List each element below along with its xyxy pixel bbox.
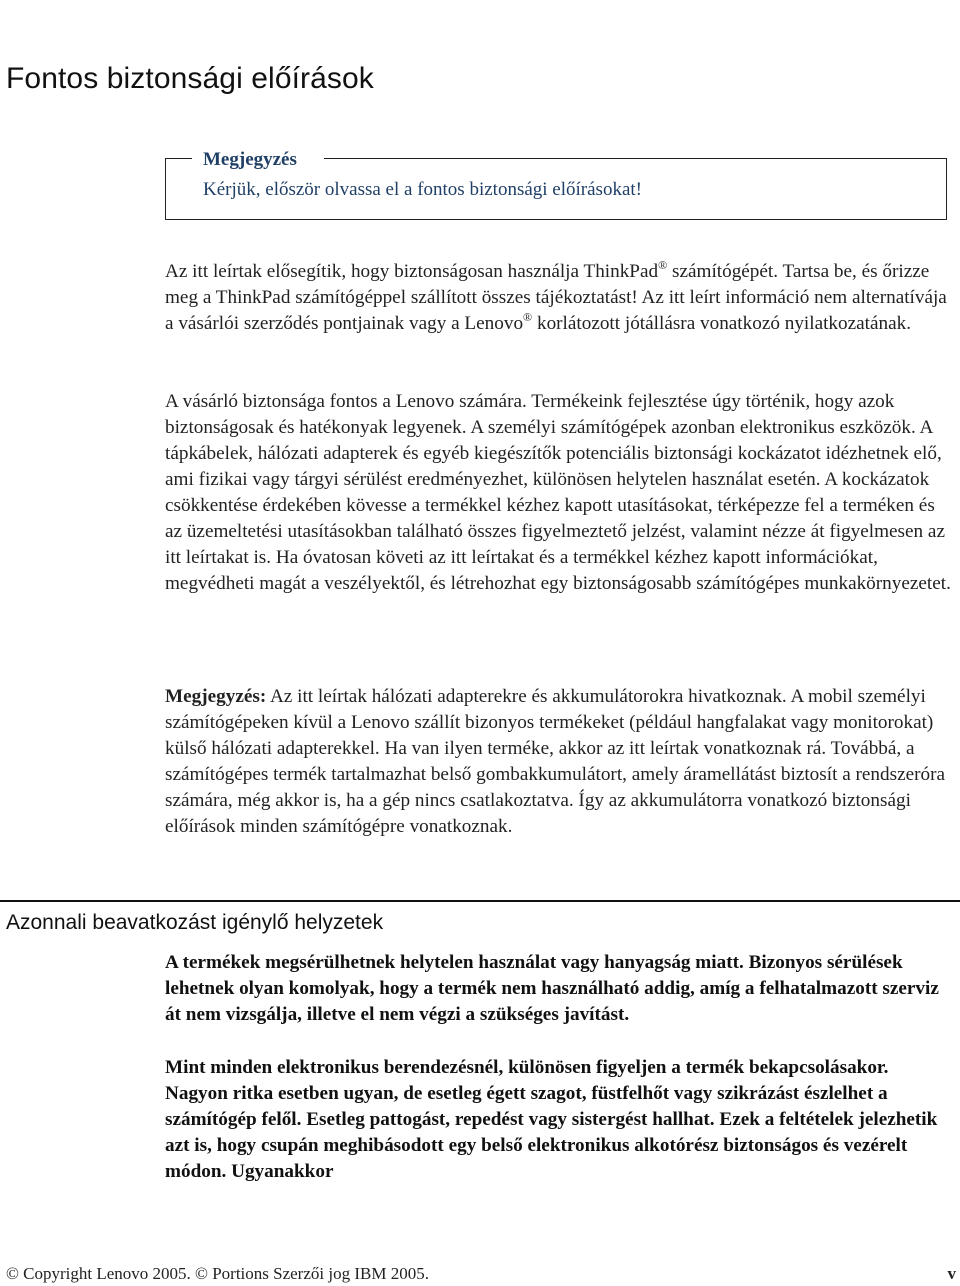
- note-paragraph-text: Az itt leírtak hálózati adapterekre és akkumulátorokra hivatkoznak. A mobil személyi számítógépeken kívül a Lenovo szállít bizonyos termékeket (például hangfalakat vagy monitorokat) külső hálózati adapterekkel. Ha van ilyen terméke, akkor az itt leírtak vonatkoznak rá. Továbbá, a számítógépes termék tartalmazhat belső gombakkumulátort, amely áramellátást biztosít a rendszeróra számára, még akkor is, ha a gép nincs csatlakoztatva. Így az akkumulátorra vonatkozó biztonsági előírások minden számítógépre vonatkoznak.: [165, 686, 945, 837]
- note-box-top-border-right: [324, 158, 946, 159]
- page-title: Fontos biztonsági előírások: [6, 62, 374, 95]
- note-box: [165, 149, 947, 220]
- intro-part3: korlátozott jótállásra vonatkozó nyilatkozatának.: [532, 313, 911, 334]
- safety-paragraph: A vásárló biztonsága fontos a Lenovo számára. Termékeink fejlesztése úgy történik, hogy azok biztonságosak és hatékonyak legyenek. A személyi számítógépek azonban elektronikus eszközök. A tápkábelek, hálózati adapterek és egyéb kiegészítők potenciális biztonsági kockázatot idézhetnek elő, ami fizikai vagy tárgyi sérülést eredményezhet, különösen helytelen használat esetén. A kockázatok csökkentése érdekében kövesse a termékkel kézhez kapott utasításokat, térképezze fel a terméken és az üzemeltetési utasításokban található összes figyelmeztető jelzést, valamint nézze át figyelmesen az itt leírtakat is. Ha óvatosan követi az itt leírtakat és a termékkel kézhez kapott információkat, megvédheti magát a veszélyektől, és létrehozhat egy biztonságosabb számítógépes munkakörnyezetet.: [165, 391, 951, 594]
- section-divider: [0, 900, 960, 902]
- registered-mark: ®: [658, 258, 668, 272]
- note-title: Megjegyzés: [203, 149, 297, 170]
- note-paragraph: [165, 684, 955, 840]
- page-number: v: [947, 1264, 956, 1283]
- intro-paragraph: [165, 259, 955, 337]
- note-text: Kérjük, először olvassa el a fontos biztonsági előírásokat!: [203, 179, 642, 200]
- section-title: Azonnali beavatkozást igénylő helyzetek: [6, 911, 384, 934]
- intro-part1: Az itt leírtak elősegítik, hogy biztonságosan használja ThinkPad: [165, 261, 659, 282]
- footer-copyright: © Copyright Lenovo 2005. © Portions Szerzői jog IBM 2005.: [6, 1264, 429, 1283]
- registered-mark: ®: [523, 310, 533, 324]
- note-paragraph-lead: Megjegyzés:: [165, 686, 267, 707]
- section-paragraph-2: Mint minden elektronikus berendezésnél, különösen figyeljen a termék bekapcsolásakor. Nagyon ritka esetben ugyan, de esetleg égett szagot, füstfelhőt vagy szikrázást észlelhet a számítógép felől. Esetleg pattogást, repedést vagy sistergést hallhat. Ezek a feltételek jelezhetik azt is, hogy csupán meghibásodott egy belső elektronikus alkotórész biztonságos és vezérelt módon. Ugyanakkor: [165, 1057, 938, 1182]
- note-box-top-border-left: [166, 158, 192, 159]
- intro-part2: számítógépét. Tartsa be, és őrizze meg a ThinkPad számítógéppel szállított összes tájékoztatást! Az itt leírt információ nem alternatívája a vásárlói szerződés pontjainak vagy a Lenovo: [165, 261, 947, 334]
- section-paragraph-1: A termékek megsérülhetnek helytelen használat vagy hanyagság miatt. Bizonyos sérülések lehetnek olyan komolyak, hogy a termék nem használható addig, amíg a felhatalmazott szerviz át nem vizsgálja, illetve el nem végzi a szükséges javítást.: [165, 952, 939, 1025]
